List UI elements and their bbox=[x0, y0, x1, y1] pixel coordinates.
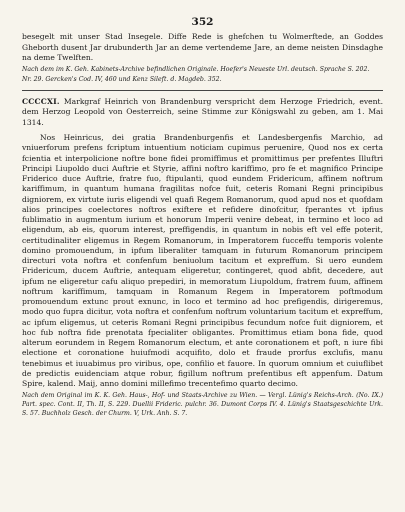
document-sources: Nach dem Original im K. K. Geh. Haus-, Hof- und Staats-Archive zu Wien. — Vergl. Lünig's Reichs-Arch. (No. IX.) Part. spec. Cont. II, Th. II, S. 229. Duellii Frideric. pulchr. 36. Dumont Corps IV. 4. Lünig's Staatsgeschichte Urk. S. 57. Buchholz Gesch. der Churm. V, Urk. Anh. S. 7. bbox=[22, 392, 383, 418]
document-body-text: Nos Heinricus, dei gratia Brandenburgenfis et Landesbergenfis Marchio, ad vniuerforum prefens fcriptum intuentium noticiam cupimus peruenire, Quod nos ex certa fcientia et interpolicione noftre bone fidei promiffimus et promittimus per prefentes Illuftri Principi Liupoldo duci Auftrie et Styrie, affini noftro kariffimo, pro fe et magnifico Principe Friderico duce Auftrie, fratre fuo, ftipulanti, quod eundem Fridericum, affinem noftrum kariffimum, in quantum humana fragilitas nofce fuit, ceteris Romani Regni principibus digniorem, ex virtute iuris eligendi vel quafi Regem Romanorum, quod apud nos et quofdam alios principes coelectores noftros exiftere et refidere dinofcitur, fperantes vt ipfius fublimatio in augmentum iurium et honorum Imperii venire debeat, in termino et loco ad eligendum, ab eis, quorum interest, preffigendis, in quantum in nobis eft vel effe poterit, certitudinaliter eligemus in Regem Romanorum, in Imperatorem fucceffu temporis volente domino promouendum, in ipfum liberaliter tamquam in futurum Romanorum principem directuri vota noftra et confenfum beniuolum tacitum et expreffum. Si uero eundem Fridericum, ducem Auftrie, antequam eligeretur, contingeret, quod abfit, decedere, aut ipfum ne eligeretur cafu aliquo prepediri, in memoratum Liupoldum, fratrem fuum, affinem noftrum kariffimum, tamquam in Romanum Regem in Imperatorem poftmodum promouendum extunc prout exnunc, in loco et termino ad hoc prefigendis, dirigeremus, modo quo fupra dicitur, vota noftra et confenfum noftrum voluntarium tacitum et expreffum, ac ipfum eligemus, ut ceteris Romani Regni principibus fecundum nofce fuit digniorem, et hoc fub noftra fide prenotata fpecialiter obligantes. Promittimus etiam bona fide, quod alterum eorundem in Regem Romanorum electum, et ante coronationem et poft, n iure fibi electione et coronatione huiufmodi acquifito, dolo et fraude prorfus exclufis, manu tenebimus et iuuabimus pro viribus, ope, confilio et fauore. In quorum omnium et cuiuflibet de predictis euidenciam atque robur, figillum noftrum prefentibus eft appenfum. Datum Spire, kalend. Maij, anno domini millefimo trecentefimo quarto decimo. bbox=[22, 133, 383, 388]
document-body bbox=[22, 133, 383, 389]
previous-document-sources-1: Nach dem im K. Geh. Kabinets-Archive befindlichen Originale. Hoefer's Neueste Url. deutsch. Sprache S. 202. bbox=[22, 65, 370, 73]
section-divider bbox=[22, 90, 383, 91]
previous-document-text: besegelt mit unser Stad Insegele. Diffe Rede is ghefchen tu Wolmerftede, an Goddes Gheborth dusent Jar drubunderth Jar an deme vertendeme Jare, an deme neisten Dinsdaghe na deme Twelften. bbox=[22, 32, 383, 63]
document-number: CCCCXI. bbox=[22, 96, 60, 106]
previous-document-ending bbox=[22, 32, 383, 84]
previous-document-sources-2: Nr. 29. Gercken's Cod. IV, 460 und Kenz Sileft. d. Magdeb. 352. bbox=[22, 75, 222, 83]
document-heading bbox=[22, 97, 383, 128]
document-title: Markgraf Heinrich von Brandenburg verspricht dem Herzoge Friedrich, event. dem Herzog Leopold von Oesterreich, seine Stimme zur Königswahl zu geben, am 1. Mai 1314. bbox=[22, 96, 383, 127]
page-number: 352 bbox=[191, 16, 214, 28]
